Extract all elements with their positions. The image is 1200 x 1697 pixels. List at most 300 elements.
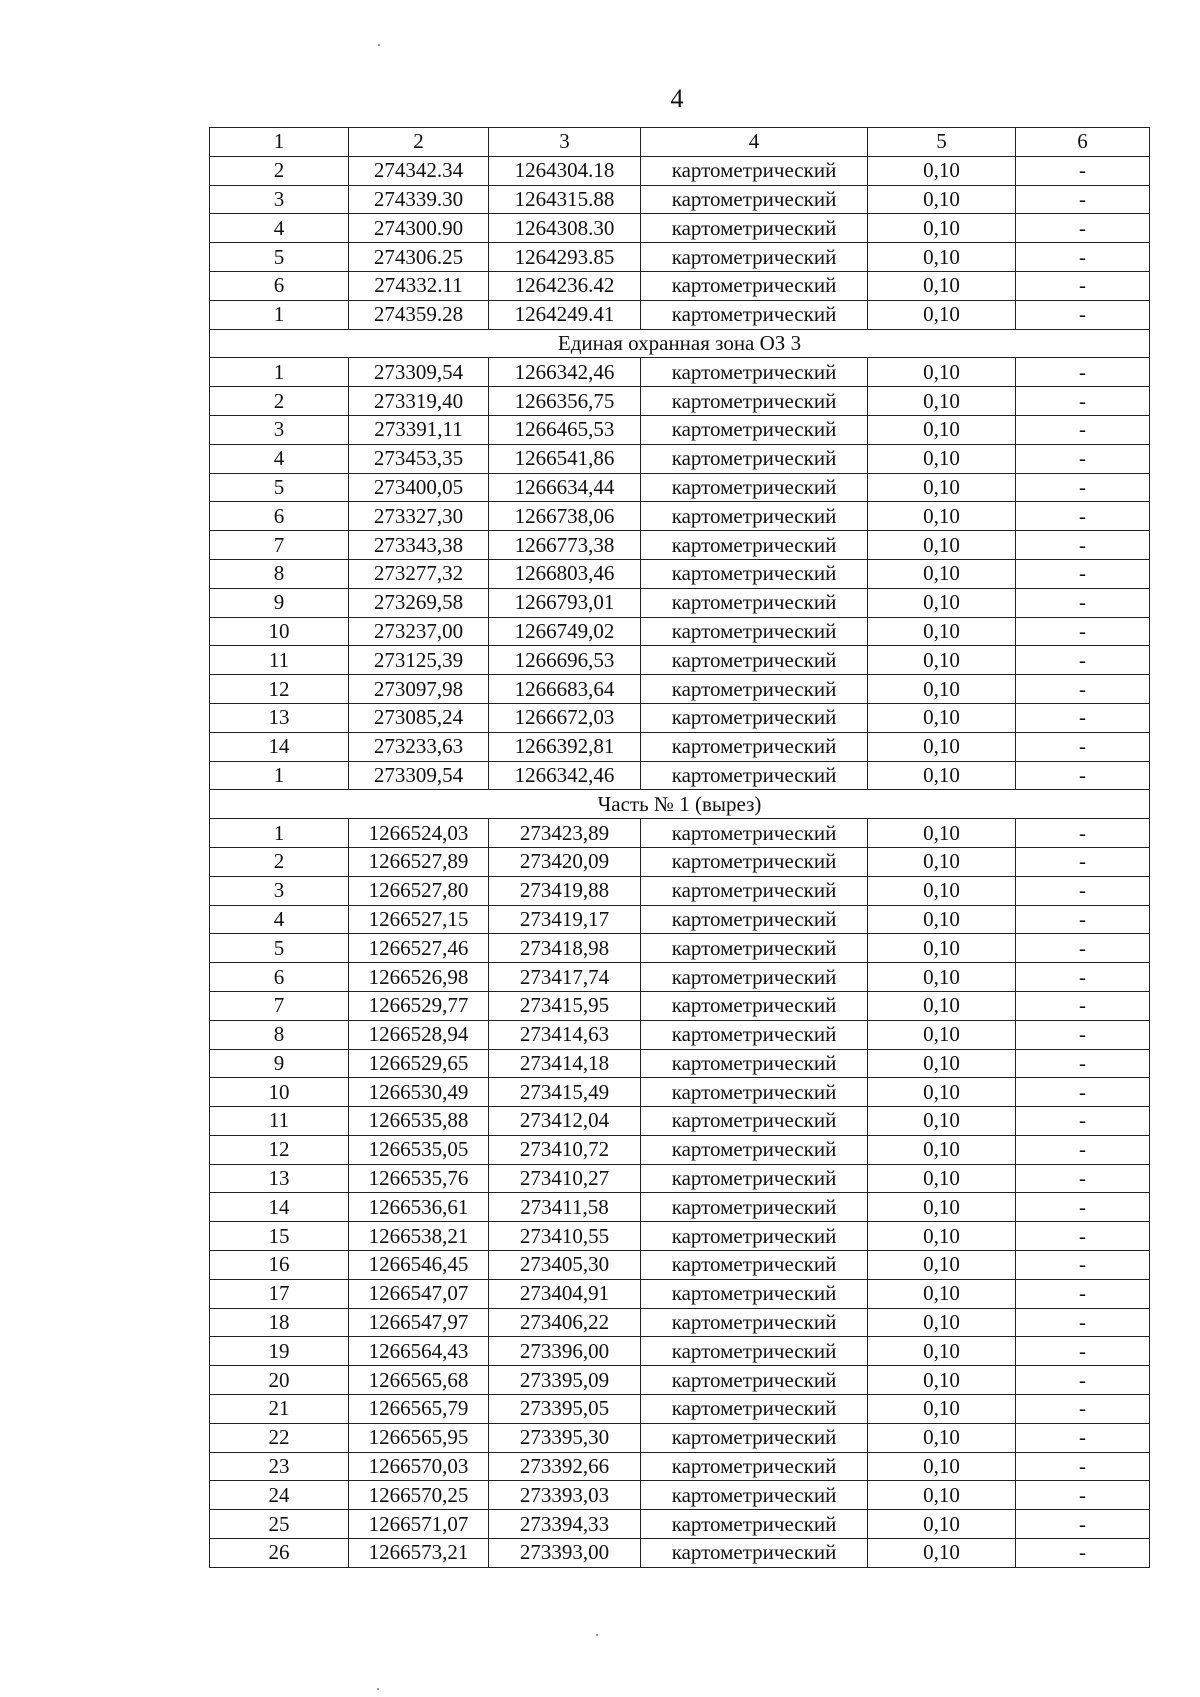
accuracy-cell: 0,10 xyxy=(868,1222,1016,1251)
description-cell: - xyxy=(1016,502,1150,531)
point-number-cell: 14 xyxy=(210,732,349,761)
y-coordinate-cell: 273395,09 xyxy=(489,1366,641,1395)
description-cell: - xyxy=(1016,876,1150,905)
description-cell: - xyxy=(1016,1222,1150,1251)
method-cell: картометрический xyxy=(641,1452,868,1481)
accuracy-cell: 0,10 xyxy=(868,963,1016,992)
method-cell: картометрический xyxy=(641,387,868,416)
x-coordinate-cell: 1266529,65 xyxy=(349,1049,489,1078)
point-number-cell: 5 xyxy=(210,473,349,502)
x-coordinate-cell: 1266530,49 xyxy=(349,1078,489,1107)
accuracy-cell: 0,10 xyxy=(868,876,1016,905)
point-number-cell: 6 xyxy=(210,963,349,992)
method-cell: картометрический xyxy=(641,271,868,300)
y-coordinate-cell: 1266773,38 xyxy=(489,531,641,560)
x-coordinate-cell: 1266527,80 xyxy=(349,876,489,905)
x-coordinate-cell: 273125,39 xyxy=(349,646,489,675)
table-row xyxy=(210,847,1150,876)
x-coordinate-cell: 274339.30 xyxy=(349,185,489,214)
accuracy-cell: 0,10 xyxy=(868,1078,1016,1107)
y-coordinate-cell: 273419,17 xyxy=(489,905,641,934)
point-number-cell: 21 xyxy=(210,1395,349,1424)
accuracy-cell: 0,10 xyxy=(868,1049,1016,1078)
y-coordinate-cell: 1266803,46 xyxy=(489,559,641,588)
description-cell: - xyxy=(1016,1164,1150,1193)
point-number-cell: 7 xyxy=(210,991,349,1020)
point-number-cell: 11 xyxy=(210,1107,349,1136)
x-coordinate-cell: 273097,98 xyxy=(349,675,489,704)
x-coordinate-cell: 273277,32 xyxy=(349,559,489,588)
accuracy-cell: 0,10 xyxy=(868,1020,1016,1049)
method-cell: картометрический xyxy=(641,991,868,1020)
x-coordinate-cell: 273343,38 xyxy=(349,531,489,560)
y-coordinate-cell: 1264304.18 xyxy=(489,156,641,185)
table-row xyxy=(210,1222,1150,1251)
accuracy-cell: 0,10 xyxy=(868,905,1016,934)
y-coordinate-cell: 273404,91 xyxy=(489,1279,641,1308)
point-number-cell: 14 xyxy=(210,1193,349,1222)
description-cell: - xyxy=(1016,1308,1150,1337)
table-row xyxy=(210,156,1150,185)
y-coordinate-cell: 1266738,06 xyxy=(489,502,641,531)
point-number-cell: 5 xyxy=(210,243,349,272)
description-cell: - xyxy=(1016,387,1150,416)
y-coordinate-cell: 1264249.41 xyxy=(489,300,641,329)
table-row xyxy=(210,1078,1150,1107)
y-coordinate-cell: 273392,66 xyxy=(489,1452,641,1481)
y-coordinate-cell: 1266793,01 xyxy=(489,588,641,617)
method-cell: картометрический xyxy=(641,1020,868,1049)
point-number-cell: 22 xyxy=(210,1423,349,1452)
section-title: Часть № 1 (вырез) xyxy=(210,790,1150,819)
table-row xyxy=(210,732,1150,761)
description-cell: - xyxy=(1016,905,1150,934)
accuracy-cell: 0,10 xyxy=(868,156,1016,185)
x-coordinate-cell: 274342.34 xyxy=(349,156,489,185)
method-cell: картометрический xyxy=(641,761,868,790)
description-cell: - xyxy=(1016,531,1150,560)
table-row xyxy=(210,243,1150,272)
scan-speck xyxy=(596,1634,598,1636)
accuracy-cell: 0,10 xyxy=(868,819,1016,848)
accuracy-cell: 0,10 xyxy=(868,185,1016,214)
accuracy-cell: 0,10 xyxy=(868,1337,1016,1366)
method-cell: картометрический xyxy=(641,1251,868,1280)
x-coordinate-cell: 1266565,68 xyxy=(349,1366,489,1395)
x-coordinate-cell: 1266570,03 xyxy=(349,1452,489,1481)
description-cell: - xyxy=(1016,156,1150,185)
header-cell: 4 xyxy=(641,128,868,157)
header-row xyxy=(210,128,1150,157)
method-cell: картометрический xyxy=(641,1481,868,1510)
method-cell: картометрический xyxy=(641,156,868,185)
method-cell: картометрический xyxy=(641,214,868,243)
x-coordinate-cell: 1266573,21 xyxy=(349,1539,489,1568)
table-row xyxy=(210,531,1150,560)
method-cell: картометрический xyxy=(641,1395,868,1424)
x-coordinate-cell: 273453,35 xyxy=(349,444,489,473)
point-number-cell: 6 xyxy=(210,502,349,531)
point-number-cell: 7 xyxy=(210,531,349,560)
accuracy-cell: 0,10 xyxy=(868,444,1016,473)
point-number-cell: 5 xyxy=(210,934,349,963)
method-cell: картометрический xyxy=(641,819,868,848)
accuracy-cell: 0,10 xyxy=(868,1452,1016,1481)
description-cell: - xyxy=(1016,588,1150,617)
description-cell: - xyxy=(1016,358,1150,387)
description-cell: - xyxy=(1016,243,1150,272)
method-cell: картометрический xyxy=(641,1193,868,1222)
accuracy-cell: 0,10 xyxy=(868,1308,1016,1337)
header-cell: 2 xyxy=(349,128,489,157)
x-coordinate-cell: 273391,11 xyxy=(349,415,489,444)
y-coordinate-cell: 273414,18 xyxy=(489,1049,641,1078)
description-cell: - xyxy=(1016,1395,1150,1424)
method-cell: картометрический xyxy=(641,300,868,329)
method-cell: картометрический xyxy=(641,675,868,704)
scan-speck xyxy=(378,44,380,46)
point-number-cell: 18 xyxy=(210,1308,349,1337)
method-cell: картометрический xyxy=(641,617,868,646)
point-number-cell: 9 xyxy=(210,588,349,617)
method-cell: картометрический xyxy=(641,1164,868,1193)
description-cell: - xyxy=(1016,1049,1150,1078)
x-coordinate-cell: 273327,30 xyxy=(349,502,489,531)
method-cell: картометрический xyxy=(641,732,868,761)
description-cell: - xyxy=(1016,819,1150,848)
point-number-cell: 3 xyxy=(210,415,349,444)
table-row xyxy=(210,1539,1150,1568)
table-row xyxy=(210,214,1150,243)
table-row xyxy=(210,473,1150,502)
method-cell: картометрический xyxy=(641,963,868,992)
y-coordinate-cell: 1266672,03 xyxy=(489,703,641,732)
table-row xyxy=(210,1020,1150,1049)
y-coordinate-cell: 273405,30 xyxy=(489,1251,641,1280)
section-title-row xyxy=(210,329,1150,358)
method-cell: картометрический xyxy=(641,588,868,617)
table-row xyxy=(210,415,1150,444)
y-coordinate-cell: 273396,00 xyxy=(489,1337,641,1366)
x-coordinate-cell: 1266536,61 xyxy=(349,1193,489,1222)
y-coordinate-cell: 273412,04 xyxy=(489,1107,641,1136)
table-row xyxy=(210,876,1150,905)
description-cell: - xyxy=(1016,1020,1150,1049)
table-row xyxy=(210,991,1150,1020)
point-number-cell: 3 xyxy=(210,876,349,905)
accuracy-cell: 0,10 xyxy=(868,1539,1016,1568)
y-coordinate-cell: 273410,55 xyxy=(489,1222,641,1251)
point-number-cell: 1 xyxy=(210,300,349,329)
table-row xyxy=(210,1423,1150,1452)
table-row xyxy=(210,1107,1150,1136)
accuracy-cell: 0,10 xyxy=(868,271,1016,300)
accuracy-cell: 0,10 xyxy=(868,214,1016,243)
table-row xyxy=(210,559,1150,588)
x-coordinate-cell: 1266526,98 xyxy=(349,963,489,992)
x-coordinate-cell: 273237,00 xyxy=(349,617,489,646)
accuracy-cell: 0,10 xyxy=(868,415,1016,444)
accuracy-cell: 0,10 xyxy=(868,847,1016,876)
accuracy-cell: 0,10 xyxy=(868,300,1016,329)
point-number-cell: 24 xyxy=(210,1481,349,1510)
accuracy-cell: 0,10 xyxy=(868,387,1016,416)
header-cell: 6 xyxy=(1016,128,1150,157)
y-coordinate-cell: 273415,49 xyxy=(489,1078,641,1107)
x-coordinate-cell: 273085,24 xyxy=(349,703,489,732)
x-coordinate-cell: 274300.90 xyxy=(349,214,489,243)
method-cell: картометрический xyxy=(641,473,868,502)
accuracy-cell: 0,10 xyxy=(868,1510,1016,1539)
accuracy-cell: 0,10 xyxy=(868,675,1016,704)
table-row xyxy=(210,300,1150,329)
table-row xyxy=(210,675,1150,704)
accuracy-cell: 0,10 xyxy=(868,1481,1016,1510)
description-cell: - xyxy=(1016,646,1150,675)
accuracy-cell: 0,10 xyxy=(868,617,1016,646)
method-cell: картометрический xyxy=(641,934,868,963)
table-row xyxy=(210,1395,1150,1424)
point-number-cell: 10 xyxy=(210,617,349,646)
coordinates-table-body xyxy=(210,128,1150,1568)
method-cell: картометрический xyxy=(641,905,868,934)
x-coordinate-cell: 1266528,94 xyxy=(349,1020,489,1049)
point-number-cell: 12 xyxy=(210,1135,349,1164)
method-cell: картометрический xyxy=(641,1510,868,1539)
table-row xyxy=(210,1366,1150,1395)
accuracy-cell: 0,10 xyxy=(868,703,1016,732)
table-row xyxy=(210,934,1150,963)
point-number-cell: 12 xyxy=(210,675,349,704)
point-number-cell: 16 xyxy=(210,1251,349,1280)
y-coordinate-cell: 273415,95 xyxy=(489,991,641,1020)
method-cell: картометрический xyxy=(641,876,868,905)
description-cell: - xyxy=(1016,1078,1150,1107)
x-coordinate-cell: 1266535,88 xyxy=(349,1107,489,1136)
header-cell: 3 xyxy=(489,128,641,157)
x-coordinate-cell: 274359.28 xyxy=(349,300,489,329)
description-cell: - xyxy=(1016,271,1150,300)
description-cell: - xyxy=(1016,300,1150,329)
point-number-cell: 17 xyxy=(210,1279,349,1308)
accuracy-cell: 0,10 xyxy=(868,559,1016,588)
section-title: Единая охранная зона ОЗ 3 xyxy=(210,329,1150,358)
point-number-cell: 25 xyxy=(210,1510,349,1539)
y-coordinate-cell: 1266356,75 xyxy=(489,387,641,416)
accuracy-cell: 0,10 xyxy=(868,732,1016,761)
description-cell: - xyxy=(1016,675,1150,704)
method-cell: картометрический xyxy=(641,444,868,473)
y-coordinate-cell: 1266392,81 xyxy=(489,732,641,761)
accuracy-cell: 0,10 xyxy=(868,473,1016,502)
y-coordinate-cell: 1264308.30 xyxy=(489,214,641,243)
x-coordinate-cell: 273309,54 xyxy=(349,358,489,387)
accuracy-cell: 0,10 xyxy=(868,358,1016,387)
table-row xyxy=(210,1135,1150,1164)
description-cell: - xyxy=(1016,1251,1150,1280)
point-number-cell: 6 xyxy=(210,271,349,300)
method-cell: картометрический xyxy=(641,1049,868,1078)
description-cell: - xyxy=(1016,1107,1150,1136)
accuracy-cell: 0,10 xyxy=(868,991,1016,1020)
method-cell: картометрический xyxy=(641,531,868,560)
y-coordinate-cell: 1266749,02 xyxy=(489,617,641,646)
description-cell: - xyxy=(1016,185,1150,214)
accuracy-cell: 0,10 xyxy=(868,1107,1016,1136)
description-cell: - xyxy=(1016,847,1150,876)
point-number-cell: 26 xyxy=(210,1539,349,1568)
header-cell: 5 xyxy=(868,128,1016,157)
y-coordinate-cell: 273414,63 xyxy=(489,1020,641,1049)
description-cell: - xyxy=(1016,963,1150,992)
description-cell: - xyxy=(1016,991,1150,1020)
description-cell: - xyxy=(1016,934,1150,963)
point-number-cell: 1 xyxy=(210,761,349,790)
accuracy-cell: 0,10 xyxy=(868,1395,1016,1424)
point-number-cell: 4 xyxy=(210,444,349,473)
accuracy-cell: 0,10 xyxy=(868,1279,1016,1308)
point-number-cell: 8 xyxy=(210,559,349,588)
y-coordinate-cell: 1266634,44 xyxy=(489,473,641,502)
x-coordinate-cell: 1266564,43 xyxy=(349,1337,489,1366)
section-title-row xyxy=(210,790,1150,819)
y-coordinate-cell: 273420,09 xyxy=(489,847,641,876)
method-cell: картометрический xyxy=(641,415,868,444)
y-coordinate-cell: 273419,88 xyxy=(489,876,641,905)
method-cell: картометрический xyxy=(641,1135,868,1164)
x-coordinate-cell: 1266547,97 xyxy=(349,1308,489,1337)
accuracy-cell: 0,10 xyxy=(868,588,1016,617)
y-coordinate-cell: 1266696,53 xyxy=(489,646,641,675)
point-number-cell: 1 xyxy=(210,819,349,848)
x-coordinate-cell: 1266571,07 xyxy=(349,1510,489,1539)
accuracy-cell: 0,10 xyxy=(868,531,1016,560)
y-coordinate-cell: 1266342,46 xyxy=(489,761,641,790)
point-number-cell: 9 xyxy=(210,1049,349,1078)
point-number-cell: 23 xyxy=(210,1452,349,1481)
method-cell: картометрический xyxy=(641,1107,868,1136)
y-coordinate-cell: 273393,00 xyxy=(489,1539,641,1568)
description-cell: - xyxy=(1016,415,1150,444)
x-coordinate-cell: 1266570,25 xyxy=(349,1481,489,1510)
y-coordinate-cell: 273393,03 xyxy=(489,1481,641,1510)
method-cell: картометрический xyxy=(641,358,868,387)
method-cell: картометрический xyxy=(641,1366,868,1395)
y-coordinate-cell: 1264315.88 xyxy=(489,185,641,214)
method-cell: картометрический xyxy=(641,1337,868,1366)
point-number-cell: 4 xyxy=(210,214,349,243)
description-cell: - xyxy=(1016,1423,1150,1452)
table-row xyxy=(210,1049,1150,1078)
description-cell: - xyxy=(1016,444,1150,473)
description-cell: - xyxy=(1016,214,1150,243)
method-cell: картометрический xyxy=(641,1078,868,1107)
y-coordinate-cell: 1264293.85 xyxy=(489,243,641,272)
x-coordinate-cell: 1266546,45 xyxy=(349,1251,489,1280)
accuracy-cell: 0,10 xyxy=(868,1164,1016,1193)
description-cell: - xyxy=(1016,1481,1150,1510)
description-cell: - xyxy=(1016,1337,1150,1366)
x-coordinate-cell: 1266527,15 xyxy=(349,905,489,934)
x-coordinate-cell: 274306.25 xyxy=(349,243,489,272)
table-row xyxy=(210,617,1150,646)
table-row xyxy=(210,703,1150,732)
table-row xyxy=(210,819,1150,848)
description-cell: - xyxy=(1016,1135,1150,1164)
accuracy-cell: 0,10 xyxy=(868,1251,1016,1280)
table-row xyxy=(210,588,1150,617)
description-cell: - xyxy=(1016,732,1150,761)
table-row xyxy=(210,1481,1150,1510)
header-cell: 1 xyxy=(210,128,349,157)
point-number-cell: 8 xyxy=(210,1020,349,1049)
x-coordinate-cell: 273309,54 xyxy=(349,761,489,790)
y-coordinate-cell: 273395,05 xyxy=(489,1395,641,1424)
method-cell: картометрический xyxy=(641,502,868,531)
description-cell: - xyxy=(1016,1366,1150,1395)
accuracy-cell: 0,10 xyxy=(868,1423,1016,1452)
y-coordinate-cell: 273406,22 xyxy=(489,1308,641,1337)
table-row xyxy=(210,271,1150,300)
method-cell: картометрический xyxy=(641,1423,868,1452)
point-number-cell: 13 xyxy=(210,1164,349,1193)
table-row xyxy=(210,185,1150,214)
table-row xyxy=(210,1279,1150,1308)
description-cell: - xyxy=(1016,1510,1150,1539)
x-coordinate-cell: 1266524,03 xyxy=(349,819,489,848)
x-coordinate-cell: 273269,58 xyxy=(349,588,489,617)
y-coordinate-cell: 273418,98 xyxy=(489,934,641,963)
x-coordinate-cell: 1266535,76 xyxy=(349,1164,489,1193)
y-coordinate-cell: 273410,72 xyxy=(489,1135,641,1164)
description-cell: - xyxy=(1016,1193,1150,1222)
description-cell: - xyxy=(1016,1539,1150,1568)
point-number-cell: 15 xyxy=(210,1222,349,1251)
table-row xyxy=(210,761,1150,790)
coordinates-table xyxy=(209,127,1150,1568)
y-coordinate-cell: 273410,27 xyxy=(489,1164,641,1193)
y-coordinate-cell: 273395,30 xyxy=(489,1423,641,1452)
table-row xyxy=(210,1251,1150,1280)
accuracy-cell: 0,10 xyxy=(868,1366,1016,1395)
point-number-cell: 10 xyxy=(210,1078,349,1107)
y-coordinate-cell: 1264236.42 xyxy=(489,271,641,300)
point-number-cell: 19 xyxy=(210,1337,349,1366)
y-coordinate-cell: 1266683,64 xyxy=(489,675,641,704)
x-coordinate-cell: 273400,05 xyxy=(349,473,489,502)
scan-speck xyxy=(377,1688,379,1690)
accuracy-cell: 0,10 xyxy=(868,502,1016,531)
table-row xyxy=(210,387,1150,416)
method-cell: картометрический xyxy=(641,185,868,214)
table-row xyxy=(210,1308,1150,1337)
accuracy-cell: 0,10 xyxy=(868,1135,1016,1164)
table-row xyxy=(210,905,1150,934)
point-number-cell: 2 xyxy=(210,847,349,876)
x-coordinate-cell: 1266527,89 xyxy=(349,847,489,876)
point-number-cell: 2 xyxy=(210,156,349,185)
x-coordinate-cell: 1266529,77 xyxy=(349,991,489,1020)
x-coordinate-cell: 1266565,95 xyxy=(349,1423,489,1452)
description-cell: - xyxy=(1016,617,1150,646)
point-number-cell: 20 xyxy=(210,1366,349,1395)
description-cell: - xyxy=(1016,559,1150,588)
accuracy-cell: 0,10 xyxy=(868,646,1016,675)
description-cell: - xyxy=(1016,1452,1150,1481)
table-row xyxy=(210,358,1150,387)
page-number: 4 xyxy=(670,84,684,113)
method-cell: картометрический xyxy=(641,1279,868,1308)
